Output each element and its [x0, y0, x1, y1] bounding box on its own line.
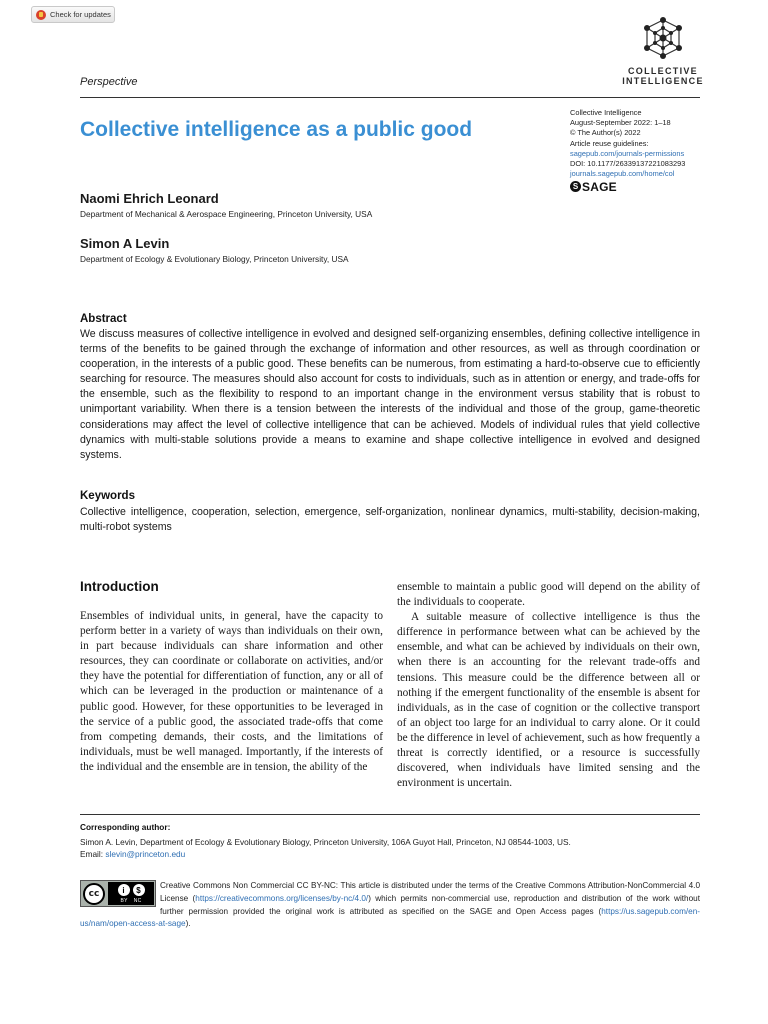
email-label: Email: — [80, 849, 104, 859]
meta-journal: Collective Intelligence — [570, 108, 642, 117]
author-affiliation: Department of Ecology & Evolutionary Biology, Princeton University, USA — [80, 254, 349, 264]
license-text-part3: ). — [185, 919, 191, 929]
corresponding-author-details — [80, 836, 571, 860]
sage-logo — [570, 181, 730, 192]
cc-by-label: BY — [120, 898, 128, 904]
journal-logo — [610, 14, 716, 86]
journal-logo-line1: COLLECTIVE — [627, 66, 698, 76]
meta-issue: August-September 2022: 1–18 — [570, 118, 671, 128]
body-paragraph: Ensembles of individual units, in general, have the capacity to perform better in a variety of ways than individuals on their own, in part because individuals can share information and other resources, they can coordinate or collaborate on activities, and/or they have the potential for differentiation of function, any or all of which can be leveraged in the production or maintenance of a public good. However, for these opportunities to be leveraged in the service of a public good, the associated trade-offs that come from competing demands, their costs, and the limitations of individuals, must be well managed. Importantly, if the interests of the individual and the ensemble are in tension, the ability of the — [80, 610, 383, 773]
cc-icon: cc — [83, 883, 105, 905]
license-text — [80, 880, 700, 931]
meta-reuse-link[interactable]: sagepub.com/journals-permissions — [570, 148, 685, 158]
keywords-heading: Keywords — [80, 490, 135, 502]
keywords-text: Collective intelligence, cooperation, selection, emergence, self-organization, nonlinear dynamics, multi-stability, decision-making, multi-robot systems — [80, 506, 700, 534]
body-paragraph: A suitable measure of collective intelligence is thus the difference in performance between what can be achieved by the ensemble, and what can be achieved by individuals on their own, when there is an accounting for the relevant trade-offs and tensions. This measure could be the difference between all or nothing if the emergent functionality of the ensemble is absent for individuals, as in the case of cognition or the collective transport of an object too large for an individual to carry alone. Or it could be the difference in level of achievement, such as how frequently a threat is correctly identified, or a resource is successfully discovered, when individuals have limited sensing and the environment is uncertain. — [397, 611, 700, 790]
check-for-updates-label: Check for updates — [50, 10, 111, 19]
cc-by-nc-badge[interactable] — [80, 880, 156, 907]
open-access-link[interactable]: https://us.sagepub.com/en-us/nam/open-access-at-sage — [80, 906, 700, 929]
journal-logo-line2: INTELLIGENCE — [622, 76, 704, 86]
crossmark-icon — [36, 10, 46, 20]
check-for-updates-button[interactable] — [31, 6, 115, 23]
noncommercial-icon: $ — [133, 884, 145, 896]
sage-wordmark: SAGE — [582, 179, 617, 194]
corresponding-email-line — [80, 848, 571, 860]
body-column-left — [80, 609, 383, 775]
meta-copyright: © The Author(s) 2022 — [570, 128, 641, 138]
introduction-heading: Introduction — [80, 579, 159, 594]
body-paragraph-continuation: ensemble to maintain a public good will depend on the ability of the individuals to cooperate. — [397, 581, 700, 609]
article-title: Collective intelligence as a public good — [80, 118, 473, 141]
network-logo-icon — [639, 14, 687, 62]
abstract-text: We discuss measures of collective intelligence in evolved and designed self-organizing ensembles, defining collective intelligence in terms of the benefits to be gained through the exchange of information and other resources, as well as through coordination or cooperation, in the interests of a public good. These benefits can be numerous, from estimating a hard-to-observe cue to efficiently searching for resource. The measures should also account for costs to individuals, such as in attention or energy, and trade-offs for the ensemble, such as the flexibility to respond to an important change in the environment versus stability that is robust to unimportant variability. When there is a tension between the interests of the individual and those of the group, game-theoretic considerations may affect the level of collective intelligence that can be achieved. Models of individual rules that yield collective dynamics with multi-stable solutions provide a means to examine and shape collective intelligence in evolved and designed systems. — [80, 328, 700, 461]
journal-logo-text — [610, 66, 716, 86]
cc-nc-label: NC — [133, 898, 142, 904]
sage-s-icon: S — [570, 181, 581, 192]
article-type: Perspective — [80, 76, 138, 88]
license-link[interactable]: https://creativecommons.org/licenses/by-nc/4.0/ — [195, 893, 369, 903]
meta-journal-link[interactable]: journals.sagepub.com/home/col — [570, 169, 675, 179]
meta-reuse-label: Article reuse guidelines: — [570, 138, 649, 148]
abstract-heading: Abstract — [80, 313, 127, 325]
license-text-part1: Creative Commons Non Commercial CC BY-NC: This article is distributed under the terms of the Creative Commons Attribution-NonCommercial 4.0 License ( — [160, 881, 700, 903]
corresponding-address: Simon A. Levin, Department of Ecology & Evolutionary Biology, Princeton University, 106A Guyot Hall, Princeton, NJ 08544-1003, US. — [80, 837, 571, 847]
attribution-icon: i — [118, 884, 130, 896]
article-meta — [570, 108, 730, 192]
email-link[interactable]: slevin@princeton.edu — [105, 849, 186, 859]
license-text-part2: ) which permits non-commercial use, reproduction and distribution of the work without further permission provided the original work is attributed as specified on the SAGE and Open Access pages ( — [160, 893, 700, 916]
author-name: Simon A Levin — [80, 236, 170, 251]
footer-divider — [80, 814, 700, 815]
cc-terms-block — [108, 882, 154, 905]
author-affiliation: Department of Mechanical & Aerospace Engineering, Princeton University, USA — [80, 209, 373, 219]
meta-doi: DOI: 10.1177/26339137221083293 — [570, 159, 686, 169]
body-column-right — [397, 580, 700, 791]
corresponding-author-heading: Corresponding author: — [80, 822, 171, 832]
author-name: Naomi Ehrich Leonard — [80, 191, 219, 206]
header-divider — [80, 97, 700, 98]
